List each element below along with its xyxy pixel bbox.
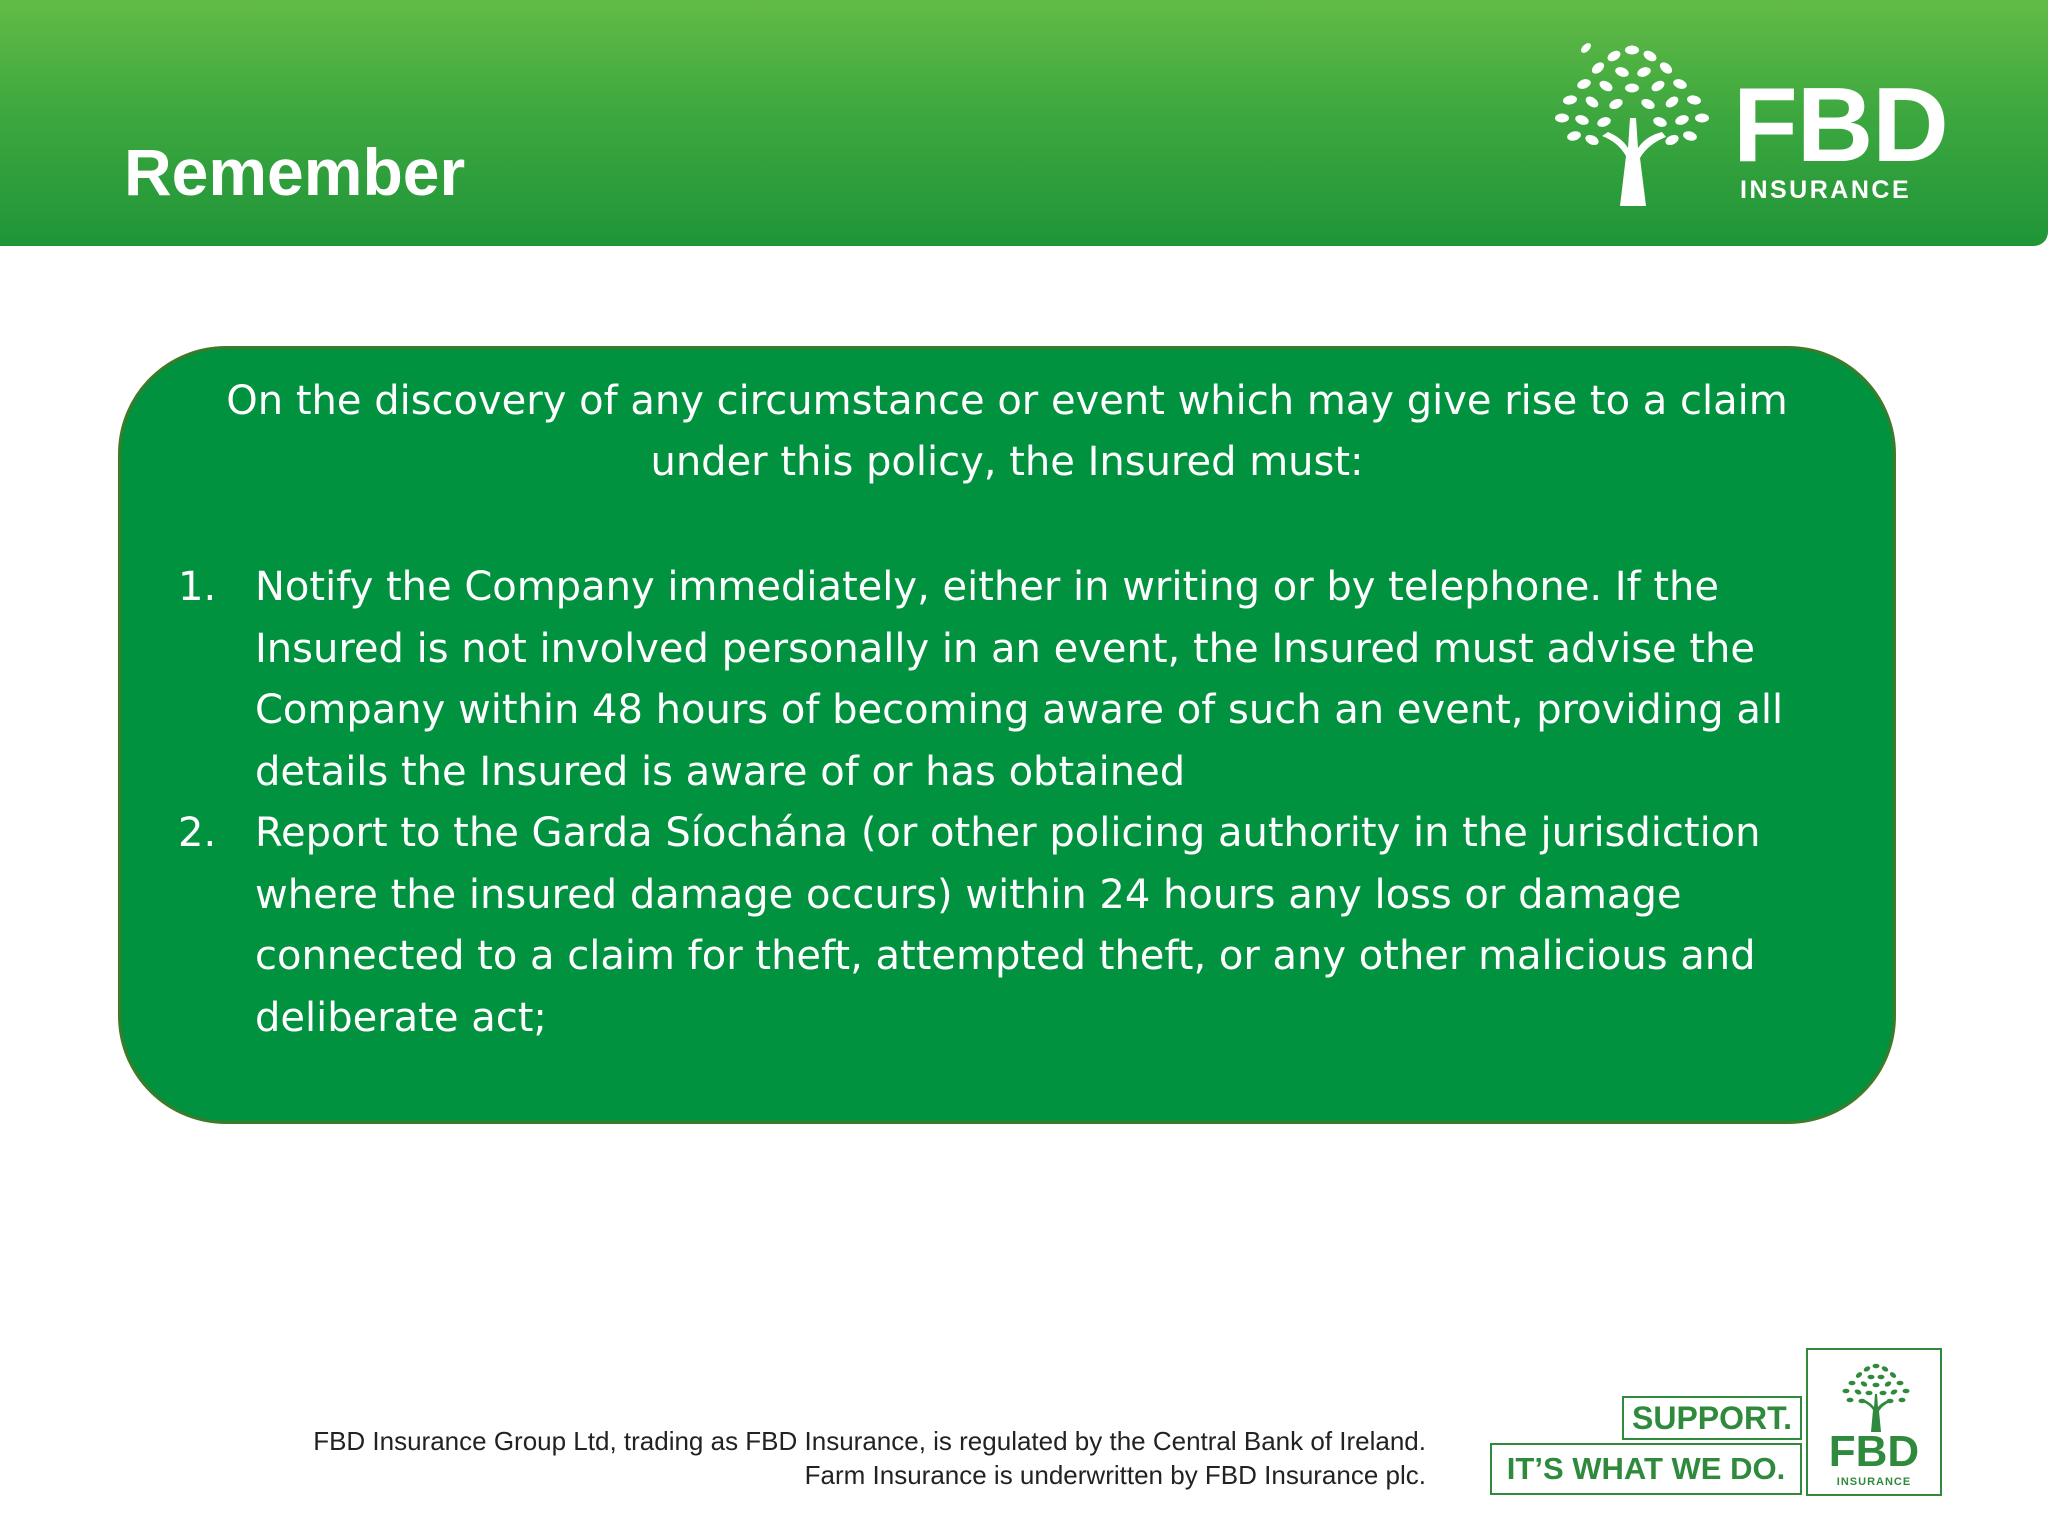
badge-brand-text: FBD bbox=[1828, 1427, 1920, 1476]
badge-support-text: SUPPORT. bbox=[1622, 1396, 1802, 1440]
panel-intro: On the discovery of any circumstance or event which may give rise to a claim under this policy, the Insured must: bbox=[226, 378, 1788, 485]
footer-line-1: FBD Insurance Group Ltd, trading as FBD Insurance, is regulated by the Central Bank of Ireland. bbox=[313, 1426, 1426, 1456]
requirements-list bbox=[178, 557, 1843, 1049]
regulatory-footer bbox=[313, 1424, 1426, 1492]
footer-line-2: Farm Insurance is underwritten by FBD Insurance plc. bbox=[804, 1460, 1426, 1490]
badge-fbd-logo bbox=[1806, 1348, 1942, 1496]
fbd-logo bbox=[1548, 38, 1948, 208]
claim-notice-panel bbox=[118, 346, 1896, 1124]
tree-icon bbox=[1836, 1360, 1916, 1432]
list-item-text: Notify the Company immediately, either in writing or by telephone. If the Insured is not involved personally in an event, the Insured must advise the Company within 48 hours of becoming aware of such an event, providing all details the Insured is aware of or has obtained bbox=[255, 564, 1784, 795]
badge-tagline-text: IT’S WHAT WE DO. bbox=[1490, 1443, 1802, 1495]
list-item bbox=[178, 803, 1843, 1049]
list-item-number: 1. bbox=[178, 564, 217, 610]
tree-icon bbox=[1548, 38, 1718, 208]
logo-subtitle: INSURANCE bbox=[1740, 176, 1912, 204]
support-badge bbox=[1490, 1348, 1942, 1498]
logo-brand-text: FBD bbox=[1733, 66, 1948, 184]
header-banner bbox=[0, 0, 2048, 246]
list-item-text: Report to the Garda Síochána (or other policing authority in the jurisdiction where the insured damage occurs) within 24 hours any loss or damage connected to a claim for theft, attempted theft, or any other malicious and deliberate act; bbox=[255, 810, 1761, 1041]
slide-title: Remember bbox=[124, 135, 466, 209]
list-item bbox=[178, 557, 1843, 803]
list-item-number: 2. bbox=[178, 810, 217, 856]
badge-subtitle: INSURANCE bbox=[1836, 1476, 1912, 1488]
